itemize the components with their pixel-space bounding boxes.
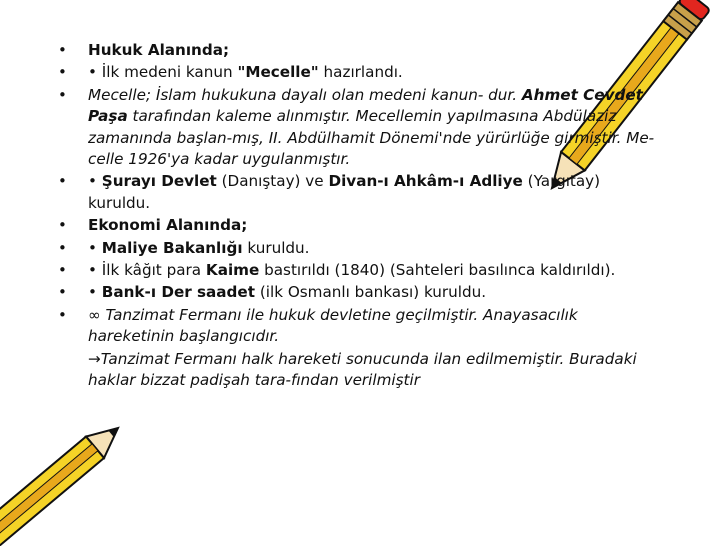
list-item-text — [88, 172, 600, 211]
bullet-marker: • — [58, 283, 67, 302]
list-item — [58, 260, 658, 281]
list-item — [58, 62, 658, 83]
list-item-text — [88, 283, 486, 301]
list-item-text — [88, 239, 310, 257]
text-run: (Danıştay) ve — [216, 172, 329, 191]
bold-text: "Mecelle" — [237, 63, 319, 82]
list-item — [58, 85, 658, 171]
bullet-marker: • — [58, 261, 67, 280]
bullet-list — [58, 40, 658, 393]
bullet-marker: • — [58, 305, 67, 324]
bullet-marker: • — [58, 238, 67, 257]
list-item — [58, 215, 658, 236]
text-run: • İlk medeni kanun — [88, 63, 238, 82]
bold-text: Bank-ı Der saadet — [101, 283, 255, 302]
bullet-marker: • — [58, 216, 67, 235]
bold-text: Şurayı Devlet — [101, 172, 217, 191]
text-run: hazırlandı. — [318, 63, 403, 82]
bullet-marker: • — [58, 63, 67, 82]
list-item-text — [88, 41, 229, 59]
text-run: kuruldu. — [242, 238, 310, 257]
list-item-text — [88, 350, 637, 389]
list-item — [58, 171, 658, 214]
list-item-text — [88, 216, 247, 234]
text-run: (Yargıtay) kuruldu. — [88, 172, 601, 212]
text-run: tarafından kaleme alınmıştır. Mecellemin yapılmasına Abdülaziz zamanında başlan-mış, II. Abdülhamit Dönemi'nde yürürlüğe girmiştir. Me-celle 1926'ya kadar uygulanmıştır. — [88, 107, 655, 169]
bullet-marker: • — [58, 172, 67, 191]
text-run: Mecelle; İslam hukukuna dayalı olan medeni kanun- dur. — [88, 85, 522, 104]
list-item — [58, 282, 658, 303]
list-item-text — [88, 261, 615, 279]
text-run: • İlk kâğıt para — [88, 261, 206, 280]
list-item — [58, 349, 658, 392]
list-item — [58, 238, 658, 259]
text-run: →Tanzimat Fermanı halk hareketi sonucunda ilan edilmemiştir. Buradaki haklar bizzat padişah tara-fından verilmiştir — [88, 349, 637, 390]
bold-text: Hukuk Alanında; — [88, 41, 230, 59]
bold-text: Ahmet Cevdet Paşa — [88, 85, 643, 126]
bullet-marker: • — [58, 85, 67, 104]
text-run: bastırıldı (1840) (Sahteleri basılınca kaldırıldı). — [259, 261, 616, 280]
bold-text: Maliye Bakanlığı — [101, 238, 243, 257]
text-run: • — [88, 172, 102, 191]
list-item — [58, 40, 658, 61]
pencil-icon-bottom-left — [0, 388, 130, 546]
text-run: • — [88, 283, 102, 302]
bold-text: Divan-ı Ahkâm-ı Adliye — [328, 172, 523, 191]
list-item-text — [88, 306, 578, 345]
list-item-text — [88, 63, 403, 81]
bold-text: Kaime — [205, 261, 260, 280]
list-item — [58, 305, 658, 348]
bullet-marker: • — [58, 41, 67, 59]
bold-text: Ekonomi Alanında; — [88, 216, 248, 235]
text-run: ∞ Tanzimat Fermanı ile hukuk devletine geçilmiştir. Anayasacılık hareketinin başlangıcıdır. — [88, 305, 578, 346]
text-run: (ilk Osmanlı bankası) kuruldu. — [255, 283, 487, 302]
list-item-text — [88, 86, 654, 168]
text-run: • — [88, 238, 102, 257]
